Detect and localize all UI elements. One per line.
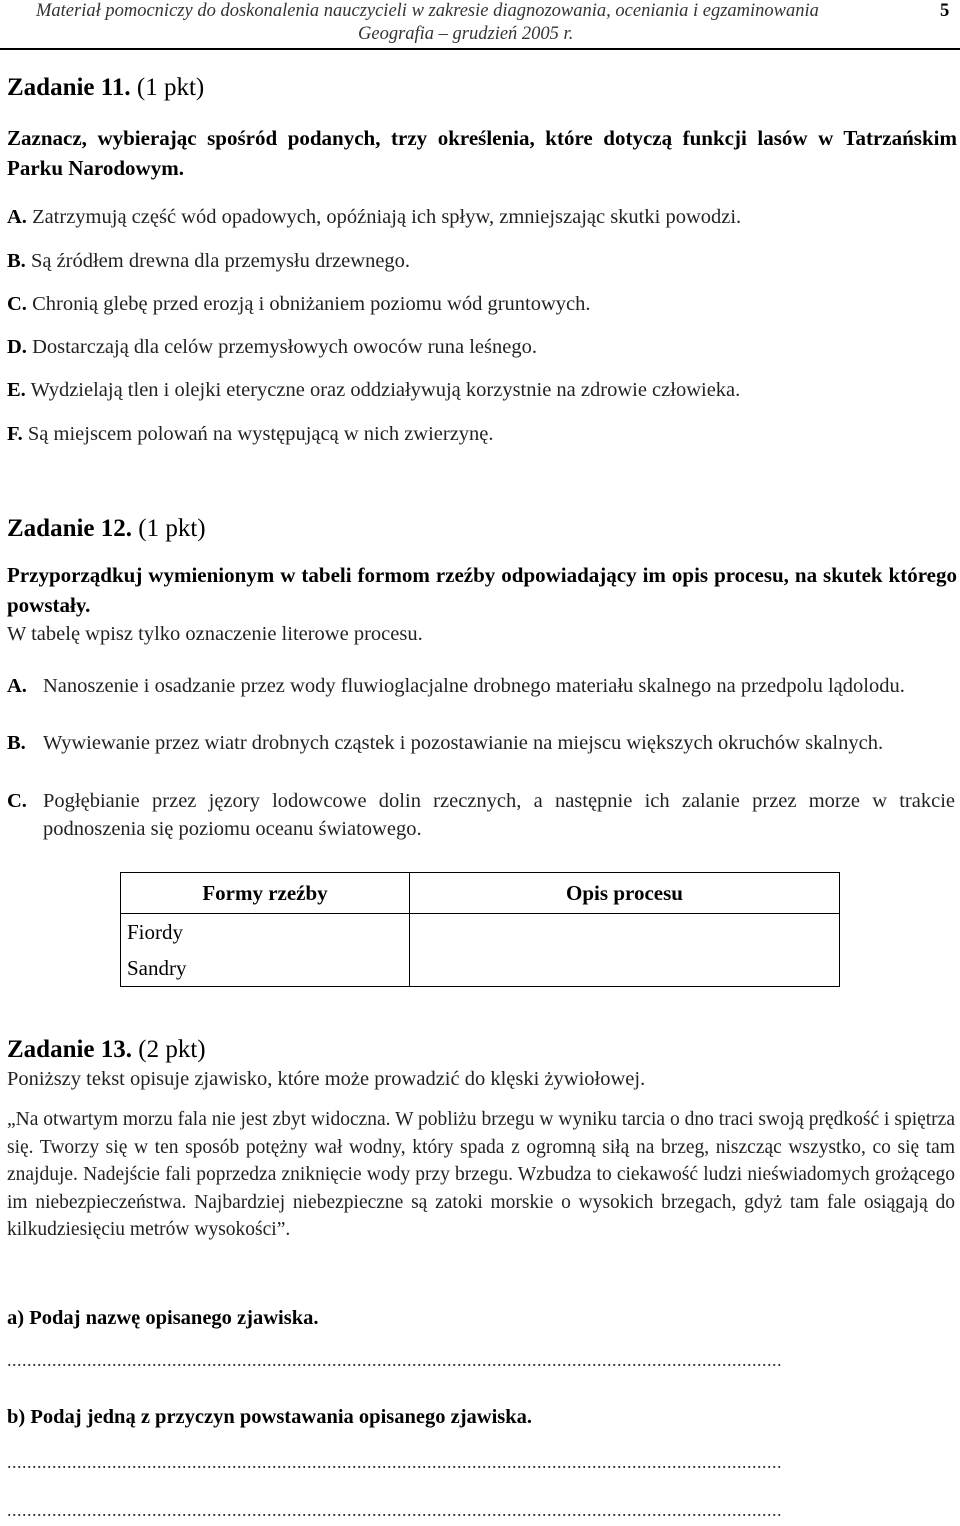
page-number: 5 [940, 1, 950, 21]
task-11-option-e: E. Wydzielają tlen i olejki eteryczne oraz oddziaływują korzystnie na zdrowie człowieka. [7, 379, 741, 401]
task-11-question: Zaznacz, wybierając spośród podanych, trzy określenia, które dotyczą funkcji lasów w Tatrzańskim Parku Narodowym. [7, 126, 957, 180]
table-header-process: Opis procesu [410, 873, 840, 914]
task-12-title [7, 515, 206, 543]
header-title: Materiał pomocniczy do doskonalenia nauczycieli w zakresie diagnozowania, oceniania i egzaminowania [36, 1, 819, 21]
table-row-sandry: Sandry [127, 956, 187, 980]
answer-line-a[interactable]: ........................................................................................................................................................... [7, 1350, 782, 1370]
task-13-quote: „Na otwartym morzu fala nie jest zbyt widoczna. W pobliżu brzegu w wyniku tarcia o dno traci swoją prędkość i spiętrza się. Tworzy się w ten sposób potężny wał wodny, który spada z ogromną siłą na brzeg, niszcząc wszystko, co się tam znajduje. Nadejście fali poprzedza zniknięcie wody przy brzegu. Wzbudza to ciekawość ludzi nieświadomych grożącego im niebezpieczeństwa. Najbardziej niebezpieczne są zatoki morskie o wysokich brzegach, gdyż tam fale osiągają do kilkudziesięciu metrów wysokości”. [7, 1109, 955, 1240]
task-11-points: (1 pkt) [136, 74, 205, 101]
task-12-instruction: W tabelę wpisz tylko oznaczenie literowe procesu. [7, 623, 423, 645]
table-row-fiordy: Fiordy [127, 920, 184, 944]
table-process-answer-cell[interactable] [410, 914, 840, 987]
answer-line-b2[interactable]: ........................................................................................................................................................... [7, 1500, 782, 1520]
task-12-option-b: B. Wywiewanie przez wiatr drobnych cząstek i pozostawianie na miejscu większych okruchów skalnych. [7, 732, 884, 754]
task-13-number: Zadanie 13. [7, 1036, 133, 1063]
task-12-points: (1 pkt) [138, 515, 206, 542]
task-11-option-b: B. Są źródłem drewna dla przemysłu drzewnego. [7, 250, 411, 272]
task-13-points: (2 pkt) [138, 1036, 206, 1063]
task-11-option-f: F. Są miejscem polowań na występującą w nich zwierzynę. [7, 423, 494, 445]
task-13-part-b: b) Podaj jedną z przyczyn powstawania opisanego zjawiska. [7, 1406, 533, 1428]
task-13-title [7, 1036, 206, 1064]
task-11-option-d: D. Dostarczają dla celów przemysłowych owoców runa leśnego. [7, 336, 537, 358]
header-subtitle: Geografia – grudzień 2005 r. [358, 24, 574, 44]
answer-line-b1[interactable]: ........................................................................................................................................................... [7, 1452, 782, 1472]
landforms-table [120, 872, 840, 987]
task-12-option-a: A. Nanoszenie i osadzanie przez wody fluwioglacjalne drobnego materiału skalnego na przedpolu lądolodu. [7, 675, 905, 697]
task-13-intro: Poniższy tekst opisuje zjawisko, które może prowadzić do klęski żywiołowej. [7, 1068, 646, 1090]
table-forms-cell [121, 914, 410, 987]
task-13-part-a: a) Podaj nazwę opisanego zjawiska. [7, 1307, 319, 1329]
table-header-forms: Formy rzeźby [121, 873, 410, 914]
task-11-option-c: C. Chronią glebę przed erozją i obniżaniem poziomu wód gruntowych. [7, 293, 591, 315]
task-11-number: Zadanie 11. [7, 74, 131, 101]
task-11-option-a: A. Zatrzymują część wód opadowych, opóźniają ich spływ, zmniejszając skutki powodzi. [7, 206, 742, 228]
task-11-title [7, 74, 204, 102]
header-divider [0, 48, 960, 50]
task-12-question: Przyporządkuj wymienionym w tabeli formom rzeźby odpowiadający im opis procesu, na skutek którego powstały. [7, 563, 957, 617]
task-12-option-c: C. Pogłębianie przez jęzory lodowcowe dolin rzecznych, a następnie ich zalanie przez morze w trakcie podnoszenia się poziomu oceanu światowego. [7, 790, 955, 840]
task-12-number: Zadanie 12. [7, 515, 133, 542]
